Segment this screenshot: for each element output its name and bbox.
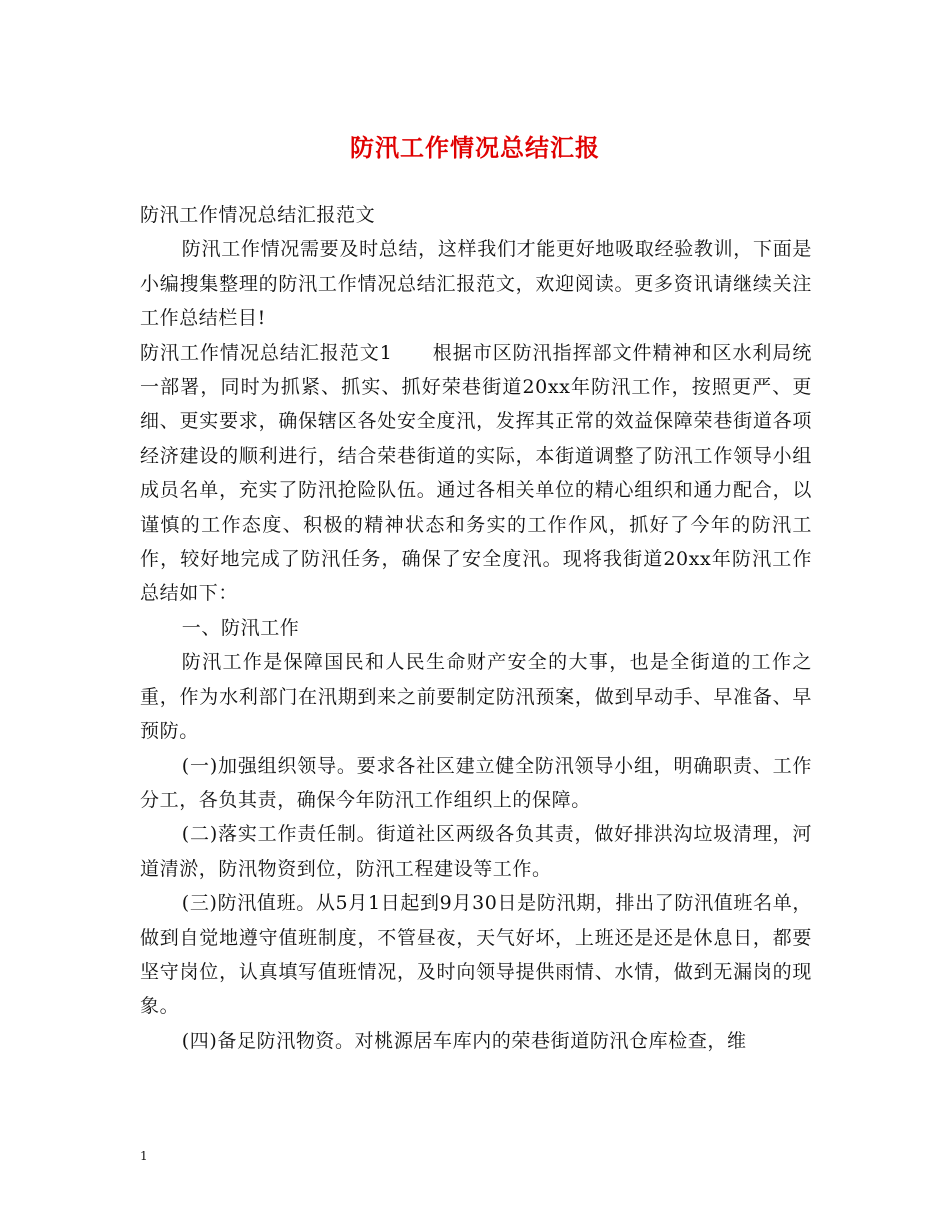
item-paragraph-3: (三)防汛值班。从5月1日起到9月30日是防汛期，排出了防汛值班名单，做到自觉地遵守值班制度，不管昼夜，天气好坏，上班还是还是休息日，都要坚守岗位，认真填写值班情况，及时向领导提供雨情、水情，做到无漏岗的现象。 [140, 892, 812, 1018]
item-paragraph-4: (四)备足防汛物资。对桃源居车库内的荣巷街道防汛仓库检查，维 [181, 1029, 747, 1052]
document-subtitle: 防汛工作情况总结汇报范文 [140, 204, 376, 226]
section-paragraph: 防汛工作是保障国民和人民生命财产安全的大事，也是全街道的工作之重，作为水利部门在汛期到来之前要制定防汛预案，做到早动手、早准备、早预防。 [140, 651, 812, 743]
document-title: 防汛工作情况总结汇报 [350, 133, 600, 162]
item-paragraph-1: (一)加强组织领导。要求各社区建立健全防汛领导小组，明确职责、工作分工，各负其责，确保今年防汛工作组织上的保障。 [140, 754, 812, 811]
document-body [140, 198, 812, 1058]
sample-paragraph: 防汛工作情况总结汇报范文1 根据市区防汛指挥部文件精神和区水利局统一部署，同时为抓紧、抓实、抓好荣巷街道20xx年防汛工作，按照更严、更细、更实要求，确保辖区各处安全度汛，发挥其正常的效益保障荣巷街道各项经济建设的顺利进行，结合荣巷街道的实际，本街道调整了防汛工作领导小组成员名单，充实了防汛抢险队伍。通过各相关单位的精心组织和通力配合，以谨慎的工作态度、积极的精神状态和务实的工作作风，抓好了今年的防汛工作，较好地完成了防汛任务，确保了安全度汛。现将我街道20xx年防汛工作总结如下： [140, 341, 812, 605]
intro-paragraph: 防汛工作情况需要及时总结，这样我们才能更好地吸取经验教训，下面是小编搜集整理的防汛工作情况总结汇报范文，欢迎阅读。更多资讯请继续关注工作总结栏目! [140, 238, 812, 330]
item-paragraph-2: (二)落实工作责任制。街道社区两级各负其责，做好排洪沟垃圾清理，河道清淤，防汛物资到位，防汛工程建设等工作。 [140, 823, 812, 880]
page-number: 1 [140, 1149, 148, 1163]
section-heading: 一、防汛工作 [181, 616, 300, 639]
